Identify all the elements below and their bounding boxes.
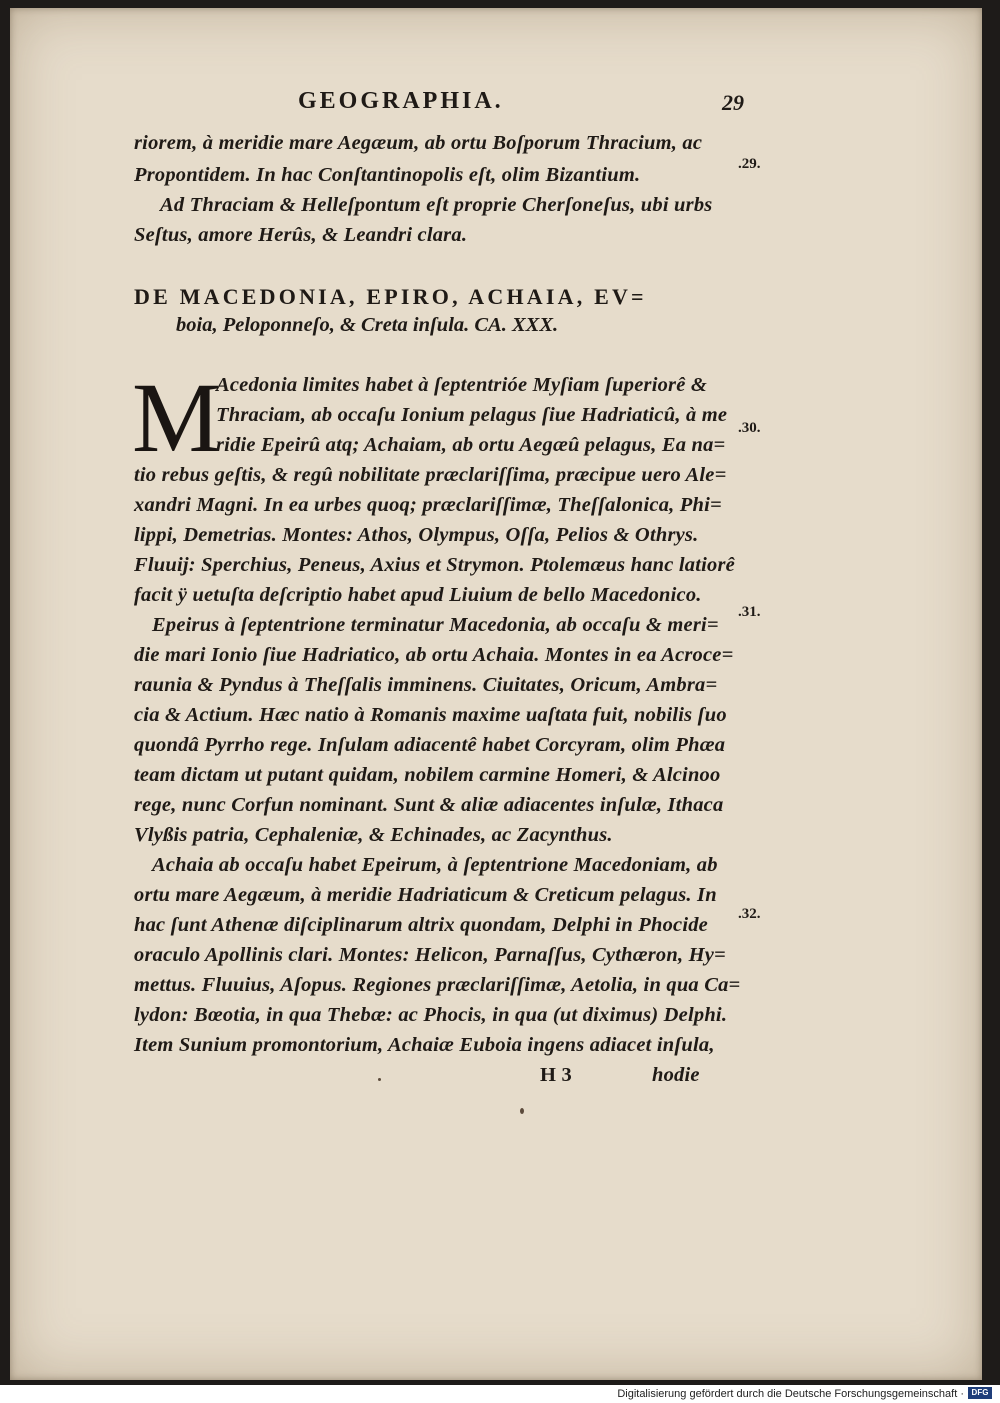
- text-line: cia & Actium. Hæc natio à Romanis maxime uaſtata fuit, nobilis ſuo: [134, 704, 727, 726]
- text-line: Thraciam, ab occaſu Ionium pelagus ſiue Hadriaticû, à me: [216, 404, 728, 426]
- text-line: riorem, à meridie mare Aegæum, ab ortu Boſporum Thracium, ac: [134, 132, 703, 154]
- text-line: quondâ Pyrrho rege. Inſulam adiacentê habet Corcyram, olim Phæa: [134, 734, 726, 756]
- text-line: Ad Thraciam & Helleſpontum eſt proprie Cherſoneſus, ubi urbs: [160, 194, 713, 216]
- chapter-heading-continued: boia, Peloponneſo, & Creta inſula. CA. XXX.: [176, 314, 559, 336]
- text-line: ortu mare Aegæum, à meridie Hadriaticum & Creticum pelagus. In: [134, 884, 717, 906]
- text-line: hac ſunt Athenæ diſciplinarum altrix quondam, Delphi in Phocide: [134, 914, 708, 936]
- paper-speck: [378, 1078, 381, 1081]
- text-line: facit ÿ uetuſta deſcriptio habet apud Liuium de bello Macedonico.: [134, 584, 702, 606]
- text-line: rege, nunc Corfun nominant. Sunt & aliæ adiacentes inſulæ, Ithaca: [134, 794, 724, 816]
- text-line: die mari Ionio ſiue Hadriatico, ab ortu Achaia. Montes in ea Acroce=: [134, 644, 734, 666]
- text-line: raunia & Pyndus à Theſſalis imminens. Ciuitates, Oricum, Ambra=: [134, 674, 718, 696]
- text-line: Epeirus à ſeptentrione terminatur Macedonia, ab occaſu & meri=: [152, 614, 719, 636]
- margin-note: .30.: [738, 420, 761, 436]
- drop-cap-initial: M: [132, 362, 221, 473]
- text-line: Propontidem. In hac Conſtantinopolis eſt, olim Bizantium.: [134, 164, 641, 186]
- text-line: tio rebus geſtis, & regû nobilitate præclariſſima, præcipue uero Ale=: [134, 464, 727, 486]
- text-line: Seſtus, amore Herûs, & Leandri clara.: [134, 224, 468, 246]
- text-line: ridie Epeirû atq; Achaiam, ab ortu Aegæû pelagus, Ea na=: [216, 434, 726, 456]
- text-line: mettus. Fluuius, Aſopus. Regiones præclariſſimæ, Aetolia, in qua Ca=: [134, 974, 741, 996]
- chapter-heading: DE MACEDONIA, EPIRO, ACHAIA, EV=: [134, 284, 647, 309]
- running-head: GEOGRAPHIA.: [298, 88, 504, 114]
- margin-note: .29.: [738, 156, 761, 172]
- text-line: Item Sunium promontorium, Achaiæ Euboia ingens adiacet inſula,: [134, 1034, 715, 1056]
- dfg-logo: DFG: [968, 1387, 992, 1399]
- text-line: Vlyßis patria, Cephaleniæ, & Echinades, ac Zacynthus.: [134, 824, 613, 846]
- text-line: Acedonia limites habet à ſeptentrióe Myſiam ſuperiorê &: [216, 374, 707, 396]
- signature-mark: H 3: [540, 1064, 572, 1086]
- text-line: xandri Magni. In ea urbes quoq; præclariſſimæ, Theſſalonica, Phi=: [134, 494, 722, 516]
- page-number: 29: [722, 90, 744, 115]
- footer-credit: Digitalisierung gefördert durch die Deutsche Forschungsgemeinschaft ·: [617, 1388, 964, 1400]
- text-line: Achaia ab occaſu habet Epeirum, à ſeptentrione Macedoniam, ab: [152, 854, 718, 876]
- text-line: oraculo Apollinis clari. Montes: Helicon, Parnaſſus, Cythæron, Hy=: [134, 944, 726, 966]
- text-line: lydon: Bœotia, in qua Thebæ: ac Phocis, in qua (ut diximus) Delphi.: [134, 1004, 728, 1026]
- book-page: [10, 8, 982, 1380]
- catchword: hodie: [652, 1064, 700, 1086]
- margin-note: .32.: [738, 906, 761, 922]
- margin-note: .31.: [738, 604, 761, 620]
- paper-speck: [520, 1108, 524, 1114]
- text-line: lippi, Demetrias. Montes: Athos, Olympus, Oſſa, Pelios & Othrys.: [134, 524, 699, 546]
- text-line: team dictam ut putant quidam, nobilem carmine Homeri, & Alcinoo: [134, 764, 721, 786]
- text-line: Fluuij: Sperchius, Peneus, Axius et Strymon. Ptolemæus hanc latiorê: [134, 554, 735, 576]
